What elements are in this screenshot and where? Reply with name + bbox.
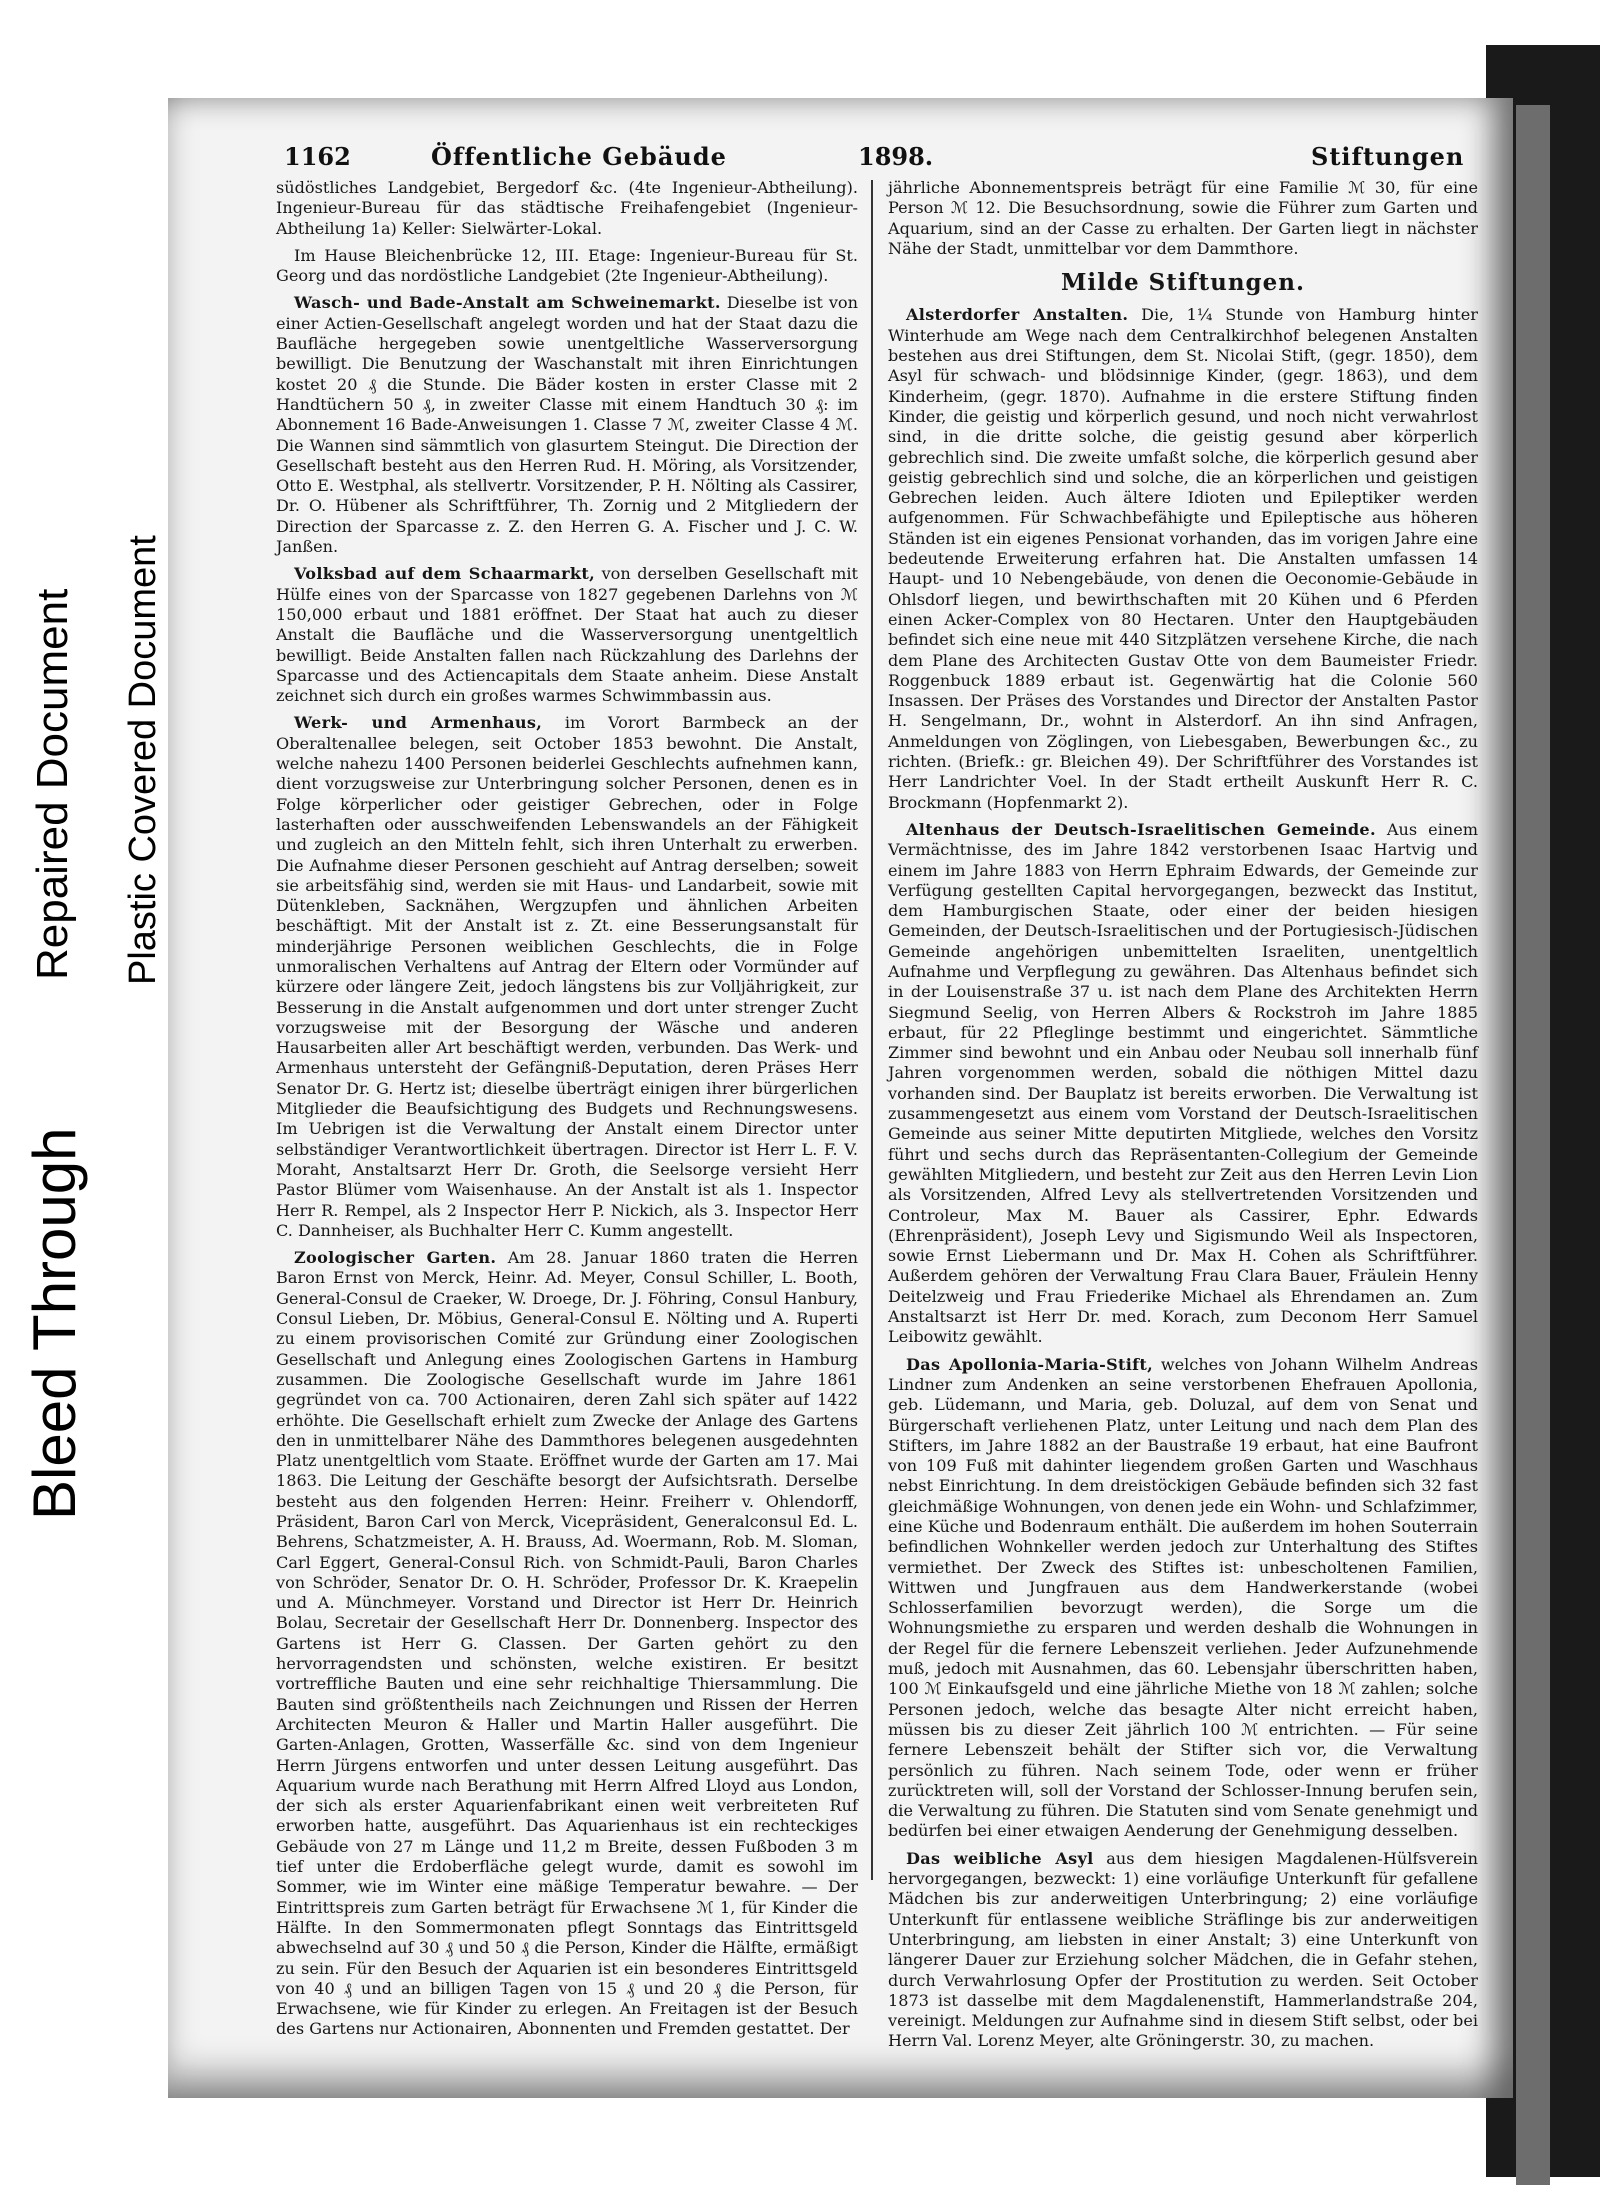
paragraph bbox=[276, 178, 858, 239]
entry-title: Zoologischer Garten. bbox=[294, 1248, 497, 1268]
paragraph-text: Am 28. Januar 1860 traten die Herren Baron Ernst von Merck, Heinr. Ad. Meyer, Consul Schiller, L. Booth, General-Consul de Craeker, W. Droege, Dr. J. Föhring, Consul Hanbury, Consul Lieben, Dr. Möbius, General-Consul E. Nölting und A. Ruperti zu einem provisorischen Comité zur Gründung einer Zoologischen Gesellschaft und Anlegung eines Zoologischen Gartens in Hamburg zusammen. Die Zoologische Gesellschaft wurde im Jahre 1861 gegründet von ca. 700 Actionairen, deren Zahl sich später auf 1422 erhöhte. Die Gesellschaft erhielt zum Zwecke der Anlage des Gartens den in unmittelbarer Nähe des Dammthores belegenen ausgedehnten Platz unentgeltlich vom Staate. Eröffnet wurde der Garten am 17. Mai 1863. Die Leitung der Geschäfte besorgt der Aufsichtsrath. Derselbe besteht aus den folgenden Herren: Heinr. Freiherr v. Ohlendorff, Präsident, Baron Carl von Merck, Vicepräsident, Generalconsul Ed. L. Behrens, Schatzmeister, A. H. Brauss, Ad. Woermann, Rob. M. Sloman, Carl Eggert, General-Consul Rich. von Schmidt-Pauli, Baron Charles von Schröder, Senator Dr. O. H. Schröder, Professor Dr. K. Kraepelin und A. Münchmeyer. Vorstand und Director ist Herr Dr. Heinrich Bolau, Secretair der Gesellschaft Herr Dr. Donnenberg. Inspector des Gartens ist Herr G. Classen. Der Garten gehört zu den hervorragendsten und schönsten, welche existiren. Er besitzt vortreffliche Bauten und eine sehr reichhaltige Thiersammlung. Die Bauten sind größtentheils nach Zeichnungen und Rissen der Herren Architecten Meuron & Haller und Martin Haller ausgeführt. Die Garten-Anlagen, Grotten, Wasserfälle &c. sind von dem Ingenieur Herrn Jürgens entworfen und unter dessen Leitung ausgeführt. Das Aquarium wurde nach Berathung mit Herrn Alfred Lloyd aus London, der sich als erster Aquarienfabrikant einen weit verbreiteten Ruf erworben hatte, ausgeführt. Das Aquarienhaus ist ein rechteckiges Gebäude von 27 m Länge und 11,2 m Breite, dessen Fußboden 3 m tief unter die Erdoberfläche gelegt wurde, damit es sowohl im Sommer, wie im Winter eine mäßige Temperatur bewahre. — Der Eintrittspreis zum Garten beträgt für Erwachsene ℳ 1, für Kinder die Hälfte. In den Sommermonaten pflegt Sonntags das Eintrittsgeld abwechselnd auf 30 ₰ und 50 ₰ die Person, Kinder die Hälfte, ermäßigt zu sein. Für den Besuch der Aquarien ist ein besonderes Eintrittsgeld von 40 ₰ und an billigen Tagen von 15 ₰ und 20 ₰ die Person, für Erwachsene, wie für Kinder zu erlegen. An Freitagen ist der Besuch des Gartens nur Actionairen, Abonnenten und Fremden gestattet. Der bbox=[276, 1248, 858, 2039]
paragraph-text: aus dem hiesigen Magdalenen-Hülfsverein hervorgegangen, bezweckt: 1) eine vorläufige Unterkunft für gefallene Mädchen bis zur anderweitigen Unterbringung; 2) eine vorläufige Unterkunft für entlassene weibliche Sträflinge bis zur anderweitigen Unterbringung, am liebsten in einer Anstalt; 3) eine Unterkunft von längerer Dauer zur Erziehung solcher Mädchen, die in Gefahr stehen, durch Verwahrlosung Opfer der Prostitution zu werden. Seit October 1873 ist dasselbe mit dem Magdalenenstift, Hammerlandstraße 204, vereinigt. Meldungen zur Aufnahme sind in diesem Stift selbst, oder bei Herrn Val. Lorenz Meyer, alte Gröningerstr. 30, zu machen. bbox=[888, 1848, 1478, 2051]
left-column bbox=[276, 178, 859, 2039]
paragraph bbox=[276, 1248, 858, 2040]
paragraph-text: im Vorort Barmbeck an der Oberaltenallee belegen, seit October 1853 bewohnt. Die Anstalt, welche nahezu 1400 Personen beiderlei Geschlechts aufnehmen kann, dient vorzugsweise zur Unterbringung solcher Personen, denen es in Folge körperlicher oder geistiger Gebrechen, oder in Folge lasterhaften oder ausschweifenden Lebenswandels an der Fähigkeit und zugleich an den Mitteln fehlt, sich ihren Unterhalt zu erwerben. Die Aufnahme dieser Personen geschieht auf Antrag derselben; soweit sie arbeitsfähig sind, werden sie mit Haus- und Landarbeit, sowie mit Dütenkleben, Sacknähen, Wergzupfen und ähnlichen Arbeiten beschäftigt. Mit der Anstalt ist z. Zt. eine Besserungsanstalt für minderjährige Personen weiblichen Geschlechts, die in Folge unmoralischen Verhaltens auf Antrag der Eltern oder Vormünder auf kürzere oder längere Zeit, jedoch längstens bis zur Volljährigkeit, zur Besserung in die Anstalt aufgenommen und dort unter strenger Zucht vorzugsweise mit der Besorgung der Wäsche und anderen Hausarbeiten aller Art beschäftigt werden, verbunden. Das Werk- und Armenhaus untersteht der Gefängniß-Deputation, deren Präses Herr Senator Dr. G. Hertz ist; dieselbe überträgt einigen ihrer bürgerlichen Mitglieder die Beaufsichtigung des Budgets und Rechnungswesens. Im Uebrigen ist die Verwaltung der Anstalt einem Director unter selbständiger Verantwortlichkeit übertragen. Director ist Herr L. F. V. Moraht, Anstaltsarzt Herr Dr. Groth, die Seelsorge versieht Herr Pastor Blümer vom Waisenhause. An der Anstalt ist als 1. Inspector Herr R. Rempel, als 2 Inspector Herr P. Nickich, als 3. Inspector Herr C. Dannheiser, als Buchhalter Herr C. Kumm angestellt. bbox=[276, 713, 858, 1240]
paragraph bbox=[276, 564, 858, 706]
paragraph-text: südöstliches Landgebiet, Bergedorf &c. (4te Ingenieur-Abtheilung). Ingenieur-Bureau für das städtische Freihafengebiet (Ingenieur-Abtheilung 1a) Keller: Sielwärter-Lokal. bbox=[276, 178, 858, 238]
paragraph bbox=[276, 293, 858, 557]
entry-title: Alsterdorfer Anstalten. bbox=[906, 305, 1129, 325]
column-divider bbox=[871, 180, 873, 1880]
entry-title: Volksbad auf dem Schaarmarkt, bbox=[294, 564, 595, 584]
paragraph bbox=[888, 1849, 1478, 2052]
entry-title: Das weibliche Asyl bbox=[906, 1848, 1094, 1868]
document-page bbox=[168, 98, 1513, 2098]
section-title: Milde Stiftungen. bbox=[1060, 269, 1306, 297]
paragraph-text: Im Hause Bleichenbrücke 12, III. Etage: Ingenieur-Bureau für St. Georg und das nordöstliche Landgebiet (2te Ingenieur-Abtheilung). bbox=[276, 245, 858, 286]
repaired-document-label: Repaired Document bbox=[28, 588, 77, 980]
annotation-labels bbox=[10, 440, 164, 1560]
right-column bbox=[888, 178, 1479, 2051]
entry-title: Werk- und Armenhaus, bbox=[294, 713, 543, 733]
paragraph bbox=[276, 246, 858, 287]
book-edge bbox=[1516, 105, 1550, 2185]
paragraph bbox=[888, 178, 1478, 259]
entry-title: Altenhaus der Deutsch-Israelitischen Gemeinde. bbox=[906, 819, 1376, 839]
paragraph bbox=[888, 820, 1478, 1348]
paragraph-text: welches von Johann Wilhelm Andreas Lindner zum Andenken an seine verstorbenen Ehefrauen Apollonia, geb. Lüdemann, und Maria, geb. Doluzal, auf dem von Senat und Bürgerschaft verliehenen Platz, unter Leitung und nach dem Plan des Stifters, im Jahre 1882 an der Baustraße 19 erbaut, hat eine Baufront von 109 Fuß mit dahinter liegendem großen Garten und Waschhaus nebst Einrichtung. In dem dreistöckigen Gebäude befinden sich 32 fast gleichmäßige Wohnungen, von denen jede ein Wohn- und Schlafzimmer, eine Küche und Bodenraum enthält. Die außerdem im hohen Souterrain befindlichen Wohnkeller werden jedoch zur Unterhaltung des Stiftes vermiethet. Der Zweck des Stiftes ist: unbescholtenen Familien, Wittwen und Jungfrauen aus dem Handwerkerstande (wobei Schlosserfamilien bevorzugt werden), die Sorge um die Wohnungsmiethe zu ersparen und werden deshalb die Wohnungen in der Regel für die fernere Lebenszeit verliehen. Jeder Aufzunehmende muß, jedoch mit Ausnahmen, das 60. Lebensjahr überschritten haben, 100 ℳ Einkaufsgeld und eine jährliche Miethe von 18 ℳ zahlen; solche Personen jedoch, welche das besagte Alter nicht erreicht haben, müssen bis zu dieser Zeit jährlich 100 ℳ entrichten. — Für seine fernere Lebenszeit behält der Stifter sich vor, die Verwaltung persönlich zu führen. Nach seinem Tode, oder wenn er früher zurücktreten will, soll der Vorstand der Schlosser-Innung berufen sein, die Verwaltung zu führen. Die Statuten sind vom Senate genehmigt und bedürfen bei einer etwaigen Aenderung der Genehmigung desselben. bbox=[888, 1354, 1479, 1841]
paragraph bbox=[888, 1355, 1478, 1842]
paragraph bbox=[276, 713, 858, 1241]
entry-title: Das Apollonia-Maria-Stift, bbox=[906, 1354, 1154, 1374]
paragraph-text: Die, 1¼ Stunde von Hamburg hinter Winterhude am Wege nach dem Centralkirchhof belegenen Anstalten bestehen aus drei Stiftungen, dem St. Nicolai Stift, (gegr. 1850), dem Asyl für schwach- und blödsinnige Kinder, (gegr. 1863), und dem Kinderheim, (gegr. 1870). Aufnahme in die erstere Stiftung finden Kinder, die geistig und körperlich gesund, und noch nicht verwahrlost sind, in die dritte solche, die geistig gesund aber körperlich gebrechlich sind. Die zweite umfaßt solche, die körperlich gesund aber geistig gebrechlich sind und solche, die an körperlichen und geistigen Gebrechen leiden. Auch ältere Idioten und Epileptiker werden aufgenommen. Für Schwachbefähigte und Epileptische aus höheren Ständen ist ein eigenes Pensionat vorhanden, das im vorigen Jahre eine bedeutende Erweiterung erfahren hat. Die Anstalten umfassen 14 Haupt- und 10 Nebengebäude, von denen die Oeconomie-Gebäude in Ohlsdorf liegen, und bewirthschaften mit 20 Kühen und 6 Pferden einen Acker-Complex von 80 Hectaren. Unter den Hauptgebäuden befindet sich eine neue mit 440 Sitzplätzen versehene Kirche, die nach dem Plane des Architecten Gustav Otte von dem Baumeister Friedr. Roggenbuck 1889 erbaut ist. Gegenwärtig hat die Colonie 560 Insassen. Der Präses des Vorstandes und Director der Anstalten Pastor H. Sengelmann, Dr., wohnt in Alsterdorf. An ihn sind Anfragen, Anmeldungen von Zöglingen, von Liebesgaben, Bewerbungen &c., zu richten. (Briefk.: gr. Bleichen 49). Der Schriftführer des Vorstandes ist Herr Landrichter Voel. In der Stadt ertheilt Auskunft Herr R. C. Brockmann (Hopfenmarkt 2). bbox=[888, 305, 1478, 812]
paragraph-text: jährliche Abonnementspreis beträgt für eine Familie ℳ 30, für eine Person ℳ 12. Die Besuchsordnung, sowie die Führer zum Garten und Aquarium, sind an der Casse zu erhalten. Der Garten liegt in nächster Nähe der Stadt, unmittelbar vor dem Dammthore. bbox=[888, 178, 1478, 258]
paragraph bbox=[888, 305, 1478, 812]
page-header bbox=[276, 138, 1491, 178]
page-content bbox=[276, 138, 1491, 2051]
page-number: 1162 bbox=[284, 142, 351, 171]
paragraph-text: von derselben Gesellschaft mit Hülfe eines von der Sparcasse von 1827 gegebenen Darlehns von ℳ 150,000 erbaut und 1881 eröffnet. Der Staat hat auch zu dieser Anstalt die Baufläche und die Wasserversorgung unentgeltlich bewilligt. Beide Anstalten fallen nach Rückzahlung des Darlehns der Sparcasse und des Actiencapitals dem Staate anheim. Diese Anstalt zeichnet sich durch ein großes warmes Schwimmbassin aus. bbox=[276, 564, 859, 706]
paragraph-text: Dieselbe ist von einer Actien-Gesellschaft angelegt worden und hat der Staat dazu die Baufläche hergegeben sowie unentgeltliche Wasserversorgung bewilligt. Die Benutzung der Waschanstalt mit ihren Einrichtungen kostet 20 ₰ die Stunde. Die Bäder kosten in erster Classe mit 2 Handtüchern 50 ₰, in zweiter Classe mit einem Handtuch 30 ₰: im Abonnement 16 Bade-Anweisungen 1. Classe 7 ℳ, zweiter Classe 4 ℳ. Die Wannen sind sämmtlich von glasurtem Steingut. Die Direction der Gesellschaft besteht aus den Herren Rud. H. Möring, als Vorsitzender, Otto E. Westphal, als stellvertr. Vorsitzender, P. H. Nölting als Cassirer, Dr. O. Hübener als Schriftführer, Th. Zornig und 2 Mitgliedern der Direction der Sparcasse z. Z. den Herren G. A. Fischer und J. C. W. Janßen. bbox=[276, 293, 858, 557]
header-year: 1898. bbox=[858, 142, 934, 171]
header-left-title: Öffentliche Gebäude bbox=[431, 142, 727, 171]
header-right-title: Stiftungen bbox=[1311, 142, 1465, 171]
bleed-through-label: Bleed Through bbox=[21, 1127, 88, 1520]
paragraph-text: Aus einem Vermächtnisse, des im Jahre 1842 verstorbenen Isaac Hartvig und einem im Jahre 1883 von Herrn Ephraim Edwards, der Gemeinde zur Verfügung gestellten Capital hervorgegangen, bezweckt das Institut, dem Hamburgischen Staate, oder einer der beiden hiesigen Gemeinden, der Deutsch-Israelitischen und der Portugiesisch-Jüdischen Gemeinde angehörigen unbemittelten Israeliten, unentgeltlich Aufnahme und Verpflegung zu gewähren. Das Altenhaus befindet sich in der Louisenstraße 37 u. ist nach dem Plane des Architekten Herrn Siegmund Seelig, von Herren Albers & Rockstroh im Jahre 1885 erbaut, für 22 Pfleglinge bestimmt und eingerichtet. Sämmtliche Zimmer sind bewohnt und ein Anbau oder Neubau soll innerhalb fünf Jahren vorgenommen werden, sobald die nöthigen Mittel dazu vorhanden sind. Der Bauplatz ist bereits erworben. Die Verwaltung ist zusammengesetzt aus einem vom Vorstand der Deutsch-Israelitischen Gemeinde aus seiner Mitte deputirten Mitgliede, welches den Vorsitz führt und sechs durch das Repräsentanten-Collegium der Gemeinde gewählten Mitgliedern, und besteht zur Zeit aus den Herren Levin Lion als Vorsitzenden, Alfred Levy als stellvertretenden Vorsitzenden und Controleur, Max M. Bauer als Cassirer, Ephr. Edwards (Ehrenpräsident), Joseph Levy und Sigismundo Weil als Inspectoren, sowie Ernst Liebermann und Dr. Max H. Cohen als Schriftführer. Außerdem gehören der Verwaltung Frau Clara Bauer, Fräulein Henny Deitelzweig und Frau Friederike Michael als Ehrendamen an. Zum Anstaltsarzt ist Herr Dr. med. Korach, zum Deconom Herr Samuel Leibowitz gewählt. bbox=[888, 819, 1478, 1347]
entry-title: Wasch- und Bade-Anstalt am Schweinemarkt. bbox=[294, 293, 721, 313]
plastic-covered-label: Plastic Covered Document bbox=[122, 535, 164, 985]
